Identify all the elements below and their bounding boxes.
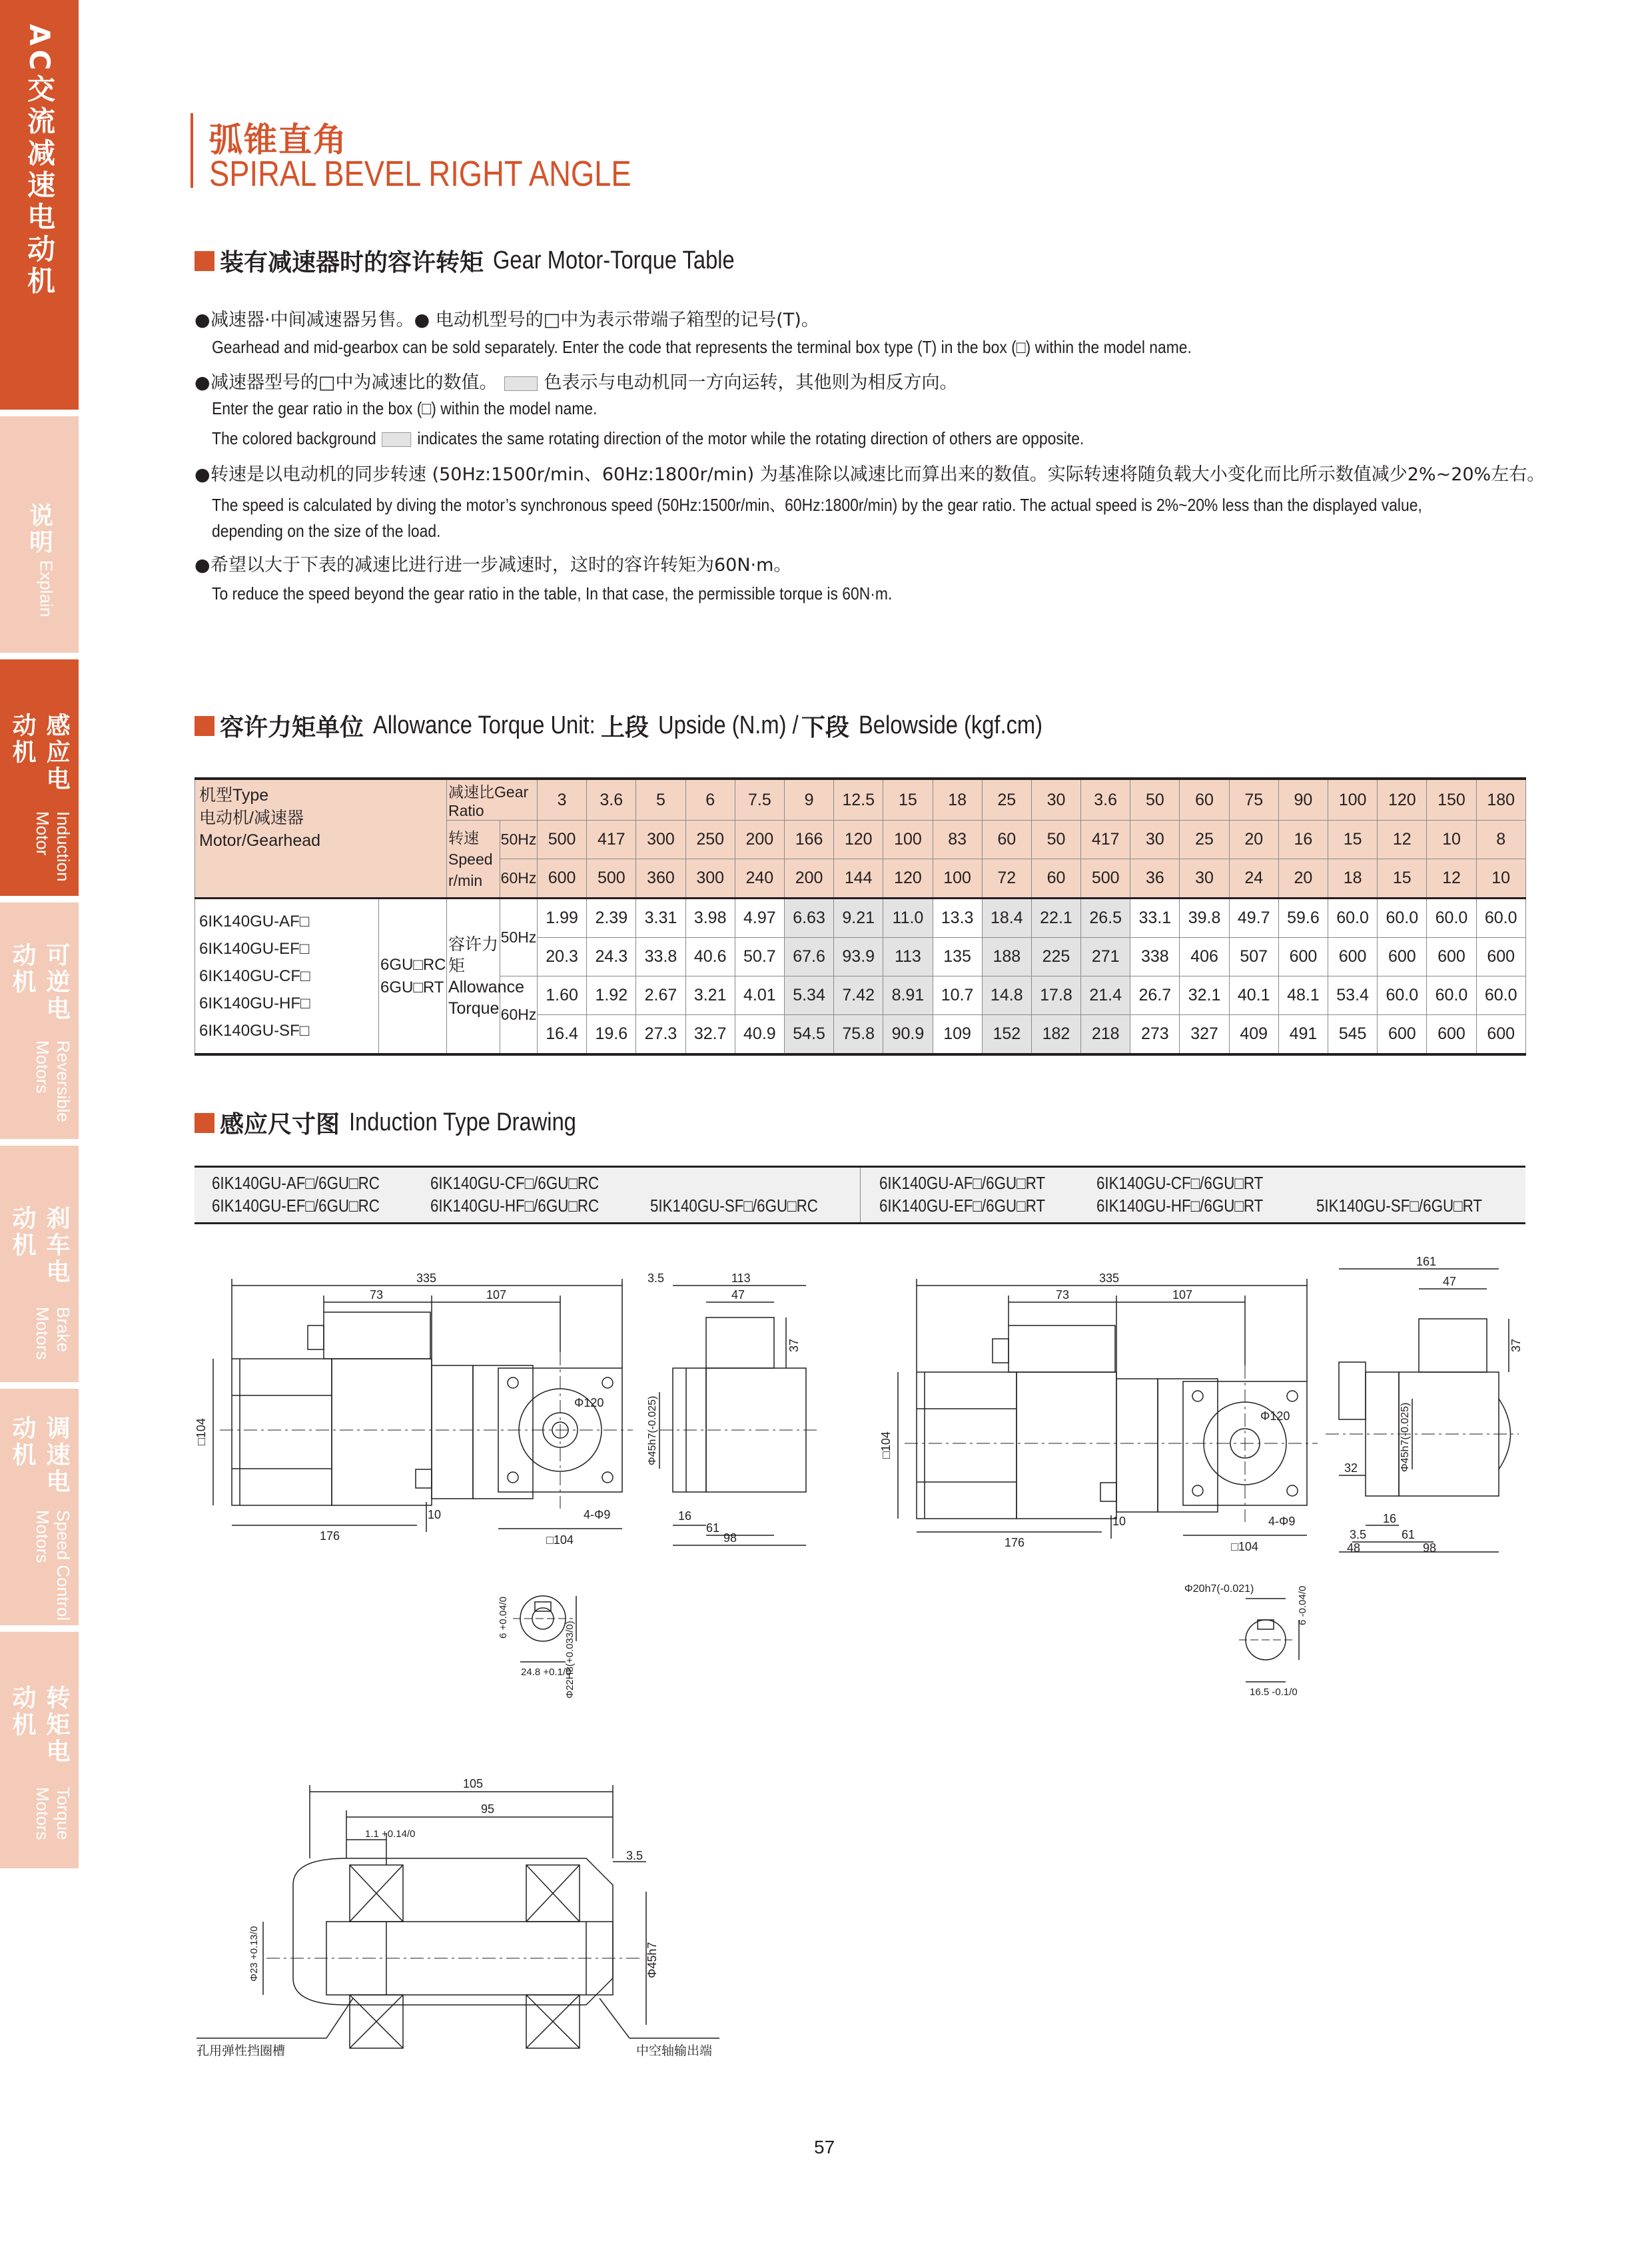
cell-speed-50: 120: [834, 821, 883, 859]
model-label: 6IK140GU-HF□/6GU□RT: [1096, 1196, 1264, 1216]
terminal-box: [324, 1312, 430, 1359]
dim-107: 107: [1172, 1288, 1193, 1302]
note-4-cn: ●希望以大于下表的减速比进行进一步减速时，这时的容许转矩为60N·m。: [195, 555, 792, 575]
cell-torque-60-kgf: 182: [1031, 1015, 1080, 1055]
dim-47: 47: [1443, 1275, 1457, 1288]
cell-torque-60-kgf: 54.5: [784, 1015, 833, 1055]
drawing-right-front-view: [898, 1279, 1318, 1539]
cell-speed-60: 360: [636, 859, 685, 899]
page-title-cn: 弧锥直角: [209, 121, 348, 159]
unit-label-en: Allowance Torque Unit:: [373, 711, 596, 739]
cell-torque-60-nm: 26.7: [1130, 976, 1180, 1015]
dim-37: 37: [1509, 1338, 1523, 1352]
section-title-en: Gear Motor-Torque Table: [493, 246, 735, 274]
cell-torque-50-nm: 13.3: [933, 899, 982, 938]
cell-torque-50-nm: 60.0: [1328, 899, 1378, 938]
cell-ratio: 25: [982, 779, 1031, 821]
label-hollow-shaft-output: 中空轴输出端: [636, 2044, 713, 2058]
drawing-right-side-view: [1326, 1269, 1519, 1552]
cell-speed-50: 166: [784, 821, 833, 859]
motor-body: [1017, 1372, 1116, 1519]
model-label: 6IK140GU-AF□/6GU□RT: [879, 1173, 1046, 1193]
dim-161: 161: [1416, 1255, 1437, 1268]
cell-torque-60-nm: 1.60: [538, 976, 587, 1015]
flange-lip: [1100, 1483, 1116, 1501]
cell-speed-60: 30: [1180, 859, 1229, 899]
cell-speed-60: 60: [1031, 859, 1080, 899]
dim-61: 61: [1402, 1528, 1416, 1541]
dim-key-24-8: 24.8 +0.1/0: [521, 1667, 572, 1678]
cell-torque-60-nm: 17.8: [1031, 976, 1080, 1015]
dim-key-6: 6 +0.04/0: [498, 1597, 509, 1639]
dim-key-6: 6 -0.04/0: [1297, 1585, 1308, 1625]
cell-torque-60-nm: 3.21: [685, 976, 735, 1015]
cell-torque-60-nm: 40.1: [1229, 976, 1278, 1015]
cell-speed-50: 83: [933, 821, 982, 859]
note-3-en-b: depending on the size of the load.: [212, 521, 441, 541]
cell-ratio: 3.6: [1081, 779, 1130, 821]
belowside-label-en: Belowside (kgf.cm): [858, 711, 1042, 739]
cell-speed-60: 120: [883, 859, 933, 899]
cell-speed-50: 250: [685, 821, 735, 859]
cell-ratio: 30: [1031, 779, 1080, 821]
note-2-cn: ●减速器型号的□中为减速比的数值。 色表示与电动机同一方向运转，其他则为相反方向。: [195, 372, 958, 393]
sidebar-tab-label: 说明: [25, 503, 53, 556]
dim-335: 335: [416, 1272, 437, 1285]
cell-speed-60: 20: [1278, 859, 1328, 899]
cell-speed-60: 240: [735, 859, 784, 899]
cell-torque-60-kgf: 491: [1278, 1015, 1328, 1055]
cell-torque-60-kgf: 40.9: [735, 1015, 784, 1055]
cell-torque-60-nm: 60.0: [1427, 976, 1476, 1015]
cell-torque-60-nm: 14.8: [982, 976, 1031, 1015]
model-label: 5IK140GU-SF□/6GU□RT: [1316, 1196, 1483, 1216]
cell-torque-60-kgf: 16.4: [538, 1015, 587, 1055]
dim-square-104b: □104: [1231, 1540, 1258, 1553]
cell-ratio: 7.5: [735, 779, 784, 821]
sidebar-tab-label: AC交流减速电动机: [23, 24, 56, 298]
motor-rear: [232, 1359, 332, 1505]
dim-16: 16: [678, 1509, 692, 1523]
cell-speed-50: 60: [982, 821, 1031, 859]
cell-torque-50-nm: 26.5: [1081, 899, 1130, 938]
dimension-labels: [195, 1255, 1523, 2058]
drawing-left-front-view: [213, 1279, 633, 1532]
speed-label-2: r/min: [448, 871, 483, 889]
dim-phi45: Φ45h7: [645, 1942, 659, 1978]
gearhead-model: 6GU□RC: [380, 955, 446, 974]
drawing-hollow-shaft-detail: [197, 1785, 719, 2048]
cell-torque-60-nm: 10.7: [933, 976, 982, 1015]
dim-1-1: 1.1 +0.14/0: [365, 1828, 416, 1840]
motor-body: [332, 1359, 432, 1505]
freq-60hz: 60Hz: [500, 859, 538, 899]
dim-95: 95: [481, 1802, 495, 1816]
cell-torque-60-nm: 60.0: [1476, 976, 1525, 1015]
sidebar-tab-label: 可逆电动机: [9, 942, 70, 1022]
cell-torque-60-kgf: 600: [1378, 1015, 1427, 1055]
cell-torque-60-kgf: 152: [982, 1015, 1031, 1055]
section-title-cn: 感应尺寸图: [220, 1111, 340, 1138]
cell-torque-50-kgf: 50.7: [735, 938, 784, 976]
cell-torque-50-nm: 60.0: [1378, 899, 1427, 938]
cell-torque-60-kgf: 327: [1180, 1015, 1229, 1055]
freq-50hz: 50Hz: [500, 899, 538, 976]
cell-torque-60-kgf: 218: [1081, 1015, 1130, 1055]
cell-torque-50-nm: 11.0: [883, 899, 933, 938]
dim-335: 335: [1099, 1272, 1120, 1285]
cell-torque-50-nm: 22.1: [1031, 899, 1080, 938]
note-2-en-b: The colored background indicates the same rotating direction of the motor while the rotating direction of others are opposite.: [212, 428, 1084, 448]
sidebar-tab-label: 感应电动机: [9, 713, 70, 793]
cell-torque-50-kgf: 20.3: [538, 938, 587, 976]
cell-torque-60-kgf: 545: [1328, 1015, 1378, 1055]
motor-model: 6IK140GU-CF□: [199, 967, 310, 985]
cell-torque-50-nm: 3.98: [685, 899, 735, 938]
cell-speed-50: 417: [587, 821, 636, 859]
cell-speed-60: 36: [1130, 859, 1180, 899]
model-label: 6IK140GU-EF□/6GU□RC: [212, 1196, 380, 1216]
cell-torque-60-kgf: 109: [933, 1015, 982, 1055]
flange-lip: [416, 1469, 432, 1488]
note-3-en-a: The speed is calculated by diving the motor’s synchronous speed (50Hz:1500r/min、60Hz:1800r/min) by the gear ratio. The actual speed is 2%~20% less than the displayed value,: [212, 495, 1422, 515]
cell-speed-60: 500: [1081, 859, 1130, 899]
cell-ratio: 6: [685, 779, 735, 821]
sidebar-tab-label-en: Brake Motors: [33, 1307, 73, 1360]
cell-speed-50: 200: [735, 821, 784, 859]
cell-speed-60: 15: [1378, 859, 1427, 899]
cell-speed-60: 144: [834, 859, 883, 899]
cell-speed-60: 500: [587, 859, 636, 899]
dim-37: 37: [787, 1338, 801, 1352]
dim-16: 16: [1383, 1512, 1397, 1525]
sidebar-tab-label: 刹车电动机: [9, 1206, 70, 1286]
dim-48: 48: [1347, 1541, 1361, 1555]
motor-model: 6IK140GU-AF□: [199, 913, 310, 931]
cell-torque-60-nm: 48.1: [1278, 976, 1328, 1015]
cell-torque-50-kgf: 600: [1278, 938, 1328, 976]
cell-torque-50-kgf: 135: [933, 938, 982, 976]
cell-torque-50-nm: 9.21: [834, 899, 883, 938]
sidebar-tab-label-en: Explain: [36, 560, 57, 617]
model-label-2: 电动机/减速器: [199, 809, 304, 827]
dim-holes: 4-Φ9: [1268, 1515, 1296, 1528]
cell-torque-50-kgf: 600: [1328, 938, 1378, 976]
cell-speed-50: 8: [1476, 821, 1525, 859]
dim-holes: 4-Φ9: [584, 1508, 611, 1521]
motor-rear: [917, 1372, 1017, 1519]
cell-ratio: 50: [1130, 779, 1180, 821]
cell-speed-50: 12: [1378, 821, 1427, 859]
cell-speed-60: 10: [1476, 859, 1525, 899]
cell-speed-50: 300: [636, 821, 685, 859]
dim-phi45: Φ45h7(-0.025): [647, 1395, 658, 1465]
cell-torque-50-nm: 33.1: [1130, 899, 1180, 938]
dim-73: 73: [370, 1288, 384, 1302]
cell-torque-50-kgf: 33.8: [636, 938, 685, 976]
label-circlip-groove: 孔用弹性挡圈槽: [197, 2044, 286, 2058]
section-title-cn: 装有减速器时的容许转矩: [220, 249, 484, 276]
sidebar-tab-label: 转矩电动机: [9, 1685, 70, 1765]
gear-ratio-header: 减速比Gear Ratio: [447, 779, 538, 821]
dim-square-104: □104: [195, 1418, 208, 1445]
model-label: 6IK140GU-HF□/6GU□RC: [430, 1196, 600, 1216]
dim-3-5: 3.5: [647, 1272, 665, 1285]
cell-speed-60: 24: [1229, 859, 1278, 899]
cable-gland: [993, 1339, 1009, 1363]
dim-phi120: Φ120: [574, 1396, 604, 1409]
cell-torque-60-kgf: 273: [1130, 1015, 1180, 1055]
cell-torque-60-nm: 21.4: [1081, 976, 1130, 1015]
dim-176: 176: [320, 1529, 340, 1543]
gearhead-neck: [432, 1365, 473, 1499]
belowside-label-cn: 下段: [801, 714, 849, 741]
unit-label-cn: 容许力矩单位: [220, 714, 364, 741]
note-2-en-a: Enter the gear ratio in the box (□) within the model name.: [212, 398, 598, 418]
cell-speed-50: 100: [883, 821, 933, 859]
cell-torque-50-kgf: 507: [1229, 938, 1278, 976]
dim-phi20: Φ20h7(-0.021): [1184, 1583, 1254, 1595]
upside-label-en: Upside (N.m) /: [658, 711, 799, 739]
cell-ratio: 12.5: [834, 779, 883, 821]
cell-torque-50-kgf: 338: [1130, 938, 1180, 976]
dim-107: 107: [486, 1288, 507, 1302]
sidebar-tab-label-en: Torque Motors: [33, 1786, 73, 1840]
torque-label-2: Allowance: [448, 977, 524, 996]
cell-ratio: 15: [883, 779, 933, 821]
cell-ratio: 75: [1229, 779, 1278, 821]
cell-torque-50-nm: 2.39: [587, 899, 636, 938]
cell-torque-50-nm: 60.0: [1476, 899, 1525, 938]
cell-speed-60: 100: [933, 859, 982, 899]
dim-3-5: 3.5: [626, 1849, 643, 1862]
page-title-en: SPIRAL BEVEL RIGHT ANGLE: [209, 154, 631, 194]
cell-torque-50-kgf: 225: [1031, 938, 1080, 976]
bullet-icon: ●: [195, 464, 210, 485]
cell-torque-50-nm: 3.31: [636, 899, 685, 938]
cell-ratio: 3: [538, 779, 587, 821]
dim-176: 176: [1005, 1536, 1025, 1549]
drawing-left-side-view: [659, 1286, 819, 1545]
cell-speed-50: 417: [1081, 821, 1130, 859]
dim-16-5: 16.5 -0.1/0: [1250, 1686, 1298, 1698]
cell-speed-50: 25: [1180, 821, 1229, 859]
sidebar-tab-label-en: Speed Control Motors: [33, 1510, 73, 1621]
dim-98: 98: [723, 1531, 737, 1545]
cell-ratio: 150: [1427, 779, 1476, 821]
cell-torque-50-kgf: 271: [1081, 938, 1130, 976]
cell-torque-50-kgf: 600: [1476, 938, 1525, 976]
freq-50hz: 50Hz: [500, 821, 538, 859]
upside-label-cn: 上段: [600, 714, 649, 741]
note-1-cn: ●减速器·中间减速器另售。● 电动机型号的□中为表示带端子箱型的记号(T)。: [195, 310, 819, 330]
cell-torque-60-kgf: 600: [1427, 1015, 1476, 1055]
freq-60hz: 60Hz: [500, 976, 538, 1055]
model-label: 6IK140GU-CF□/6GU□RC: [430, 1173, 600, 1193]
cell-torque-50-nm: 60.0: [1427, 899, 1476, 938]
note-4-en: To reduce the speed beyond the gear ratio in the table, In that case, the permissible torque is 60N·m.: [212, 583, 893, 603]
dim-square-104: □104: [879, 1431, 893, 1459]
cell-speed-50: 16: [1278, 821, 1328, 859]
cell-torque-50-nm: 18.4: [982, 899, 1031, 938]
cell-torque-60-kgf: 600: [1476, 1015, 1525, 1055]
torque-label-1: 容许力矩: [448, 934, 499, 975]
dim-61: 61: [706, 1521, 720, 1535]
side-view-terminal-box: [706, 1317, 774, 1368]
gearhead-box: [1158, 1379, 1218, 1512]
motor-model: 6IK140GU-SF□: [199, 1022, 310, 1040]
dim-phi23: Φ23 +0.13/0: [248, 1926, 260, 1982]
gearhead-neck: [1116, 1379, 1158, 1512]
cell-torque-60-kgf: 27.3: [636, 1015, 685, 1055]
cell-torque-50-nm: 1.99: [538, 899, 587, 938]
terminal-box: [1009, 1325, 1115, 1372]
cell-speed-50: 30: [1130, 821, 1180, 859]
cell-speed-60: 600: [538, 859, 587, 899]
cell-ratio: 18: [933, 779, 982, 821]
cell-speed-60: 200: [784, 859, 833, 899]
cell-torque-60-nm: 1.92: [587, 976, 636, 1015]
note-3-cn: ●转速是以电动机的同步转速 (50Hz:1500r/min、60Hz:1800r/min) 为基准除以减速比而算出来的数值。实际转速将随负载大小变化而比所示数值减少2%~20%左右。: [195, 464, 1545, 485]
cell-torque-60-nm: 53.4: [1328, 976, 1378, 1015]
sidebar-tab-label: 调速电动机: [9, 1415, 70, 1495]
cell-torque-60-nm: 60.0: [1378, 976, 1427, 1015]
cell-torque-50-nm: 39.8: [1180, 899, 1229, 938]
cell-speed-60: 300: [685, 859, 735, 899]
side-view-terminal-box: [1419, 1319, 1487, 1372]
model-label-1: 机型Type: [199, 786, 269, 805]
cell-torque-50-nm: 4.97: [735, 899, 784, 938]
cell-torque-50-kgf: 600: [1427, 938, 1476, 976]
cell-torque-60-nm: 5.34: [784, 976, 833, 1015]
cell-torque-60-kgf: 75.8: [834, 1015, 883, 1055]
cell-torque-50-kgf: 67.6: [784, 938, 833, 976]
cell-torque-60-kgf: 409: [1229, 1015, 1278, 1055]
dim-113: 113: [731, 1272, 751, 1285]
cell-speed-50: 20: [1229, 821, 1278, 859]
section-title-en: Induction Type Drawing: [349, 1108, 576, 1136]
cell-ratio: 180: [1476, 779, 1525, 821]
dim-10: 10: [428, 1508, 442, 1521]
cell-ratio: 9: [784, 779, 833, 821]
cell-torque-60-kgf: 32.7: [685, 1015, 735, 1055]
motor-model: 6IK140GU-EF□: [199, 940, 310, 958]
cell-speed-50: 10: [1427, 821, 1476, 859]
cell-speed-50: 15: [1328, 821, 1378, 859]
note-1-en: Gearhead and mid-gearbox can be sold separately. Enter the code that represents the terminal box type (T) in the box (□) within the model name.: [212, 337, 1192, 357]
cell-ratio: 3.6: [587, 779, 636, 821]
sidebar-tab-label-en: Induction Motor: [33, 811, 73, 882]
model-label: 6IK140GU-CF□/6GU□RT: [1096, 1173, 1264, 1193]
cell-torque-60-nm: 7.42: [834, 976, 883, 1015]
cell-torque-50-nm: 59.6: [1278, 899, 1328, 938]
dim-98: 98: [1423, 1541, 1437, 1555]
cell-torque-50-kgf: 113: [883, 938, 933, 976]
cell-speed-60: 12: [1427, 859, 1476, 899]
sidebar-tab-label-en: Reversible Motors: [33, 1040, 73, 1122]
bullet-icon: ●: [195, 555, 210, 575]
cell-torque-50-kgf: 93.9: [834, 938, 883, 976]
cell-torque-60-kgf: 19.6: [587, 1015, 636, 1055]
dim-105: 105: [463, 1777, 484, 1790]
cell-torque-50-kgf: 40.6: [685, 938, 735, 976]
dim-square-104b: □104: [546, 1533, 574, 1547]
cell-ratio: 120: [1378, 779, 1427, 821]
cell-ratio: 90: [1278, 779, 1328, 821]
output-shaft-side: [1339, 1362, 1366, 1419]
cell-torque-50-nm: 49.7: [1229, 899, 1278, 938]
dim-32: 32: [1344, 1461, 1358, 1475]
dim-phi120: Φ120: [1260, 1409, 1290, 1423]
gearhead-box: [473, 1365, 533, 1499]
cell-torque-60-kgf: 90.9: [883, 1015, 933, 1055]
cell-torque-60-nm: 2.67: [636, 976, 685, 1015]
cell-torque-50-nm: 6.63: [784, 899, 833, 938]
drawing-right-keyway: [1239, 1599, 1299, 1682]
dim-phi22: Φ22H8(+0.033/0): [564, 1621, 576, 1698]
cell-torque-50-kgf: 188: [982, 938, 1031, 976]
cell-ratio: 5: [636, 779, 685, 821]
page-number: 57: [814, 2137, 835, 2157]
motor-model: 6IK140GU-HF□: [199, 994, 310, 1012]
model-label: 6IK140GU-AF□/6GU□RC: [212, 1173, 380, 1193]
cell-torque-50-kgf: 600: [1378, 938, 1427, 976]
dim-3-5: 3.5: [1350, 1528, 1367, 1541]
cell-ratio: 60: [1180, 779, 1229, 821]
torque-label-3: Torque: [448, 998, 500, 1018]
model-label: 6IK140GU-EF□/6GU□RT: [879, 1196, 1046, 1216]
cell-ratio: 100: [1328, 779, 1378, 821]
dim-phi45: Φ45h7(-0.025): [1400, 1402, 1411, 1472]
dim-47: 47: [731, 1288, 745, 1302]
cell-speed-50: 500: [538, 821, 587, 859]
cell-torque-60-nm: 8.91: [883, 976, 933, 1015]
speed-label-1: 转速Speed: [448, 829, 493, 868]
cell-torque-60-nm: 32.1: [1180, 976, 1229, 1015]
cell-speed-60: 72: [982, 859, 1031, 899]
dim-73: 73: [1056, 1288, 1070, 1302]
cell-torque-50-kgf: 406: [1180, 938, 1229, 976]
model-label: 5IK140GU-SF□/6GU□RC: [650, 1196, 818, 1216]
cell-torque-50-kgf: 24.3: [587, 938, 636, 976]
cable-gland: [308, 1325, 324, 1349]
cell-speed-60: 18: [1328, 859, 1378, 899]
bullet-icon: ●: [195, 310, 210, 330]
cell-torque-60-nm: 4.01: [735, 976, 784, 1015]
cell-speed-50: 50: [1031, 821, 1080, 859]
gearhead-model: 6GU□RT: [380, 978, 444, 996]
model-label-3: Motor/Gearhead: [199, 831, 321, 850]
dim-10: 10: [1112, 1515, 1126, 1528]
bullet-icon: ●: [195, 372, 210, 393]
